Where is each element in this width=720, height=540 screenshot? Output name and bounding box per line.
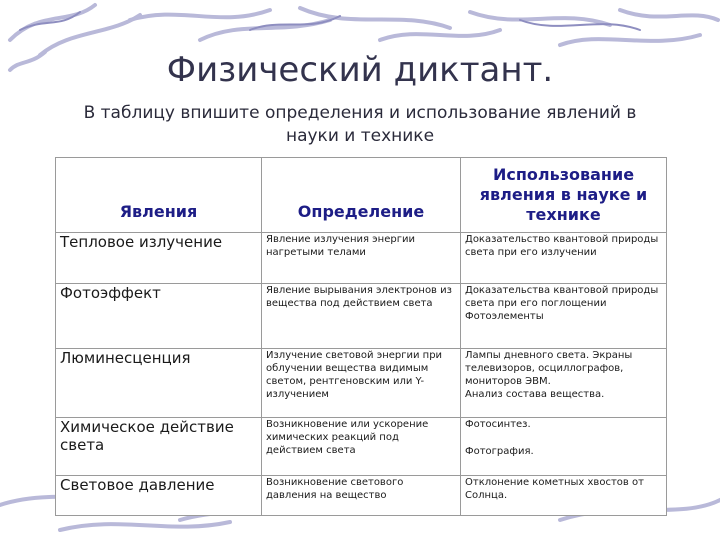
usage-text: Лампы дневного света. Экраны телевизоров, осциллографов, мониторов ЭВМ. (465, 350, 633, 387)
slide-title: Физический диктант. (166, 50, 554, 90)
header-usage: Использование явления в науке и технике (461, 158, 667, 233)
usage-extra-text: Анализ состава вещества. (465, 389, 605, 400)
usage-extra-text: Фотоэлементы (465, 311, 544, 322)
header-definition: Определение (262, 158, 461, 233)
cell-usage (461, 418, 667, 476)
usage-extra-text: Фотография. (465, 446, 534, 457)
cell-phenomenon: Световое давление (56, 476, 262, 516)
cell-usage (461, 476, 667, 516)
table-header-row (56, 158, 667, 233)
table-row (56, 349, 667, 418)
cell-definition: Явление излучения энергии нагретыми телами (262, 233, 461, 284)
cell-phenomenon: Фотоэффект (56, 284, 262, 349)
cell-phenomenon: Тепловое излучение (56, 233, 262, 284)
usage-text: Отклонение кометных хвостов от Солнца. (465, 477, 644, 501)
usage-text: Доказательство квантовой природы света при его излучении (465, 234, 659, 258)
table-row (56, 233, 667, 284)
phenomena-table (55, 157, 667, 516)
usage-text: Доказательства квантовой природы света при его поглощении (465, 285, 659, 309)
usage-text: Фотосинтез. (465, 419, 531, 430)
table-row (56, 476, 667, 516)
cell-phenomenon: Химическое действие света (56, 418, 262, 476)
cell-usage (461, 284, 667, 349)
slide-subtitle: В таблицу впишите определения и использование явлений в науки и технике (83, 103, 637, 146)
cell-definition: Явление вырывания электронов из вещества под действием света (262, 284, 461, 349)
cell-phenomenon: Люминесценция (56, 349, 262, 418)
cell-definition: Излучение световой энергии при облучении вещества видимым светом, рентгеновским или Y-излучением (262, 349, 461, 418)
cell-definition: Возникновение светового давления на вещество (262, 476, 461, 516)
cell-usage (461, 233, 667, 284)
header-phenomena: Явления (56, 158, 262, 233)
table-row (56, 418, 667, 476)
table-row (56, 284, 667, 349)
cell-usage (461, 349, 667, 418)
cell-definition: Возникновение или ускорение химических реакций под действием света (262, 418, 461, 476)
